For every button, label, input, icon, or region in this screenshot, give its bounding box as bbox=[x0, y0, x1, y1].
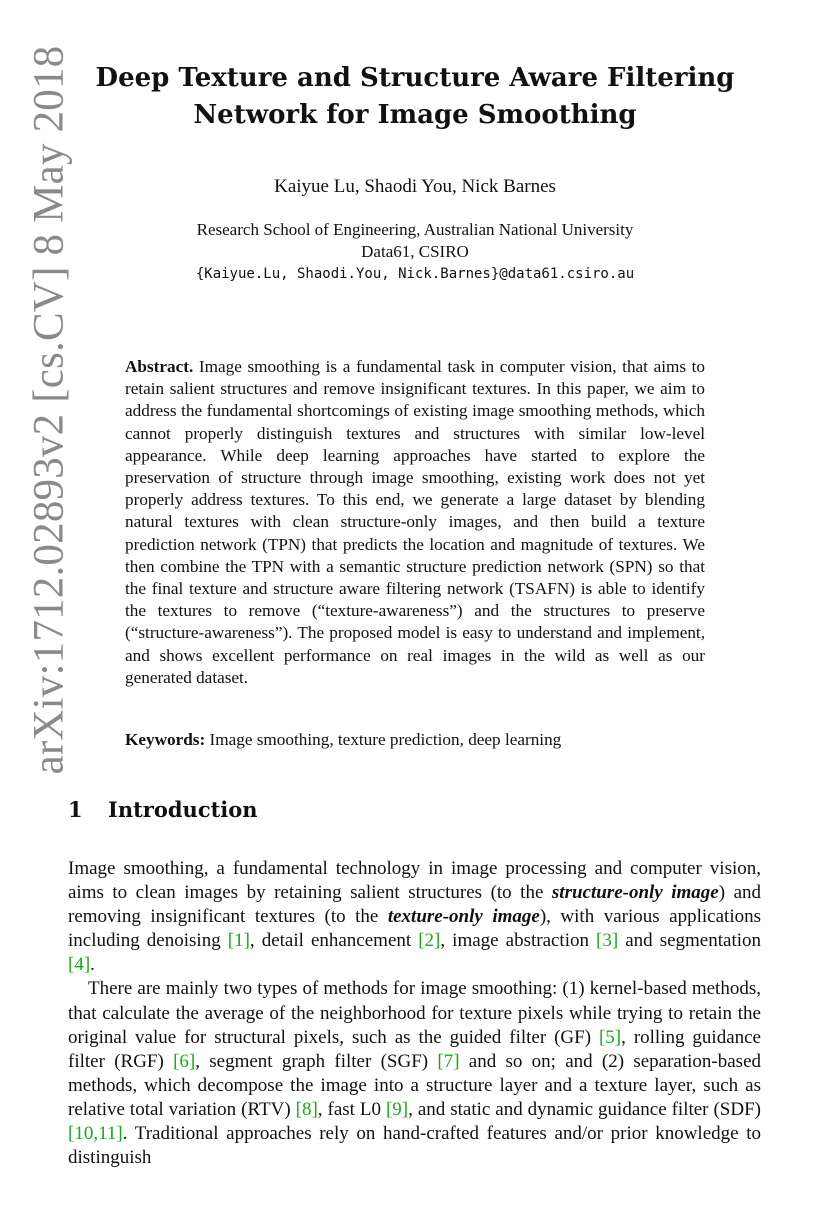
abstract-text: Image smoothing is a fundamental task in computer vision, that aims to retain salient structures and remove insignificant textures. In this paper, we aim to address the fundamental shortcomings of existing image smoothing methods, which cannot properly distinguish textures and structures with similar low-level appearance. While deep learning approaches have started to explore the preservation of structure through image smoothing, existing work does not yet properly address textures. To this end, we generate a large dataset by blending natural textures with clean structure-only images, and then build a texture prediction network (TPN) that predicts the location and magnitude of textures. We then combine the TPN with a semantic structure prediction network (SPN) so that the final texture and structure aware filtering network (TSAFN) is able to identify the textures to remove (“texture-awareness”) and the structures to preserve (“structure-awareness”). The proposed model is easy to understand and implement, and shows excellent performance on real images in the wild as well as our generated dataset. bbox=[125, 357, 706, 687]
citation-link[interactable]: [2] bbox=[418, 930, 441, 952]
text-run: There are mainly two types of methods for image smoothing: (1) kernel-based methods, that calculate the average of the neighborhood for texture pixels while trying to retain the original value for structural pixels, such as the guided filter (GF) bbox=[68, 978, 761, 1048]
citation-link[interactable]: [9] bbox=[385, 1098, 409, 1120]
author-list: Kaiyue Lu, Shaodi You, Nick Barnes bbox=[274, 176, 556, 197]
citation-link[interactable]: [6] bbox=[173, 1050, 196, 1072]
keywords-text: Image smoothing, texture prediction, deep learning bbox=[209, 730, 562, 749]
text-run: , image abstraction bbox=[440, 930, 597, 952]
text-run: , rolling guidance filter (RGF) bbox=[68, 1026, 761, 1072]
abstract-label: Abstract. bbox=[125, 357, 194, 376]
citation-link[interactable]: [7] bbox=[437, 1050, 460, 1072]
affiliation-line-2: Data61, CSIRO bbox=[361, 242, 469, 261]
citation-link[interactable]: [1] bbox=[227, 930, 250, 952]
text-run: . bbox=[90, 954, 95, 976]
paragraph bbox=[68, 857, 761, 977]
abstract bbox=[125, 356, 705, 689]
citation-link[interactable]: [8] bbox=[295, 1098, 318, 1120]
citation-link[interactable]: [5] bbox=[598, 1026, 622, 1048]
arxiv-identifier: arXiv:1712.02893v2 [cs.CV] 8 May 2018 bbox=[25, 45, 73, 775]
emphasis: structure-only image bbox=[551, 882, 719, 904]
text-run: ), with various applications including denoising bbox=[68, 906, 761, 952]
text-run: and so on; and (2) separation-based methods, which decompose the image into a structure layer and a texture layer, such as relative total variation (RTV) bbox=[68, 1050, 762, 1120]
section-number: 1 bbox=[68, 797, 83, 822]
text-run: , and static and dynamic guidance filter (SDF) bbox=[408, 1098, 761, 1120]
keywords bbox=[125, 730, 705, 750]
paragraph bbox=[68, 977, 761, 1170]
title-line-1: Deep Texture and Structure Aware Filtering bbox=[95, 63, 735, 93]
paper-title bbox=[90, 60, 740, 134]
emphasis: texture-only image bbox=[387, 906, 540, 928]
title-line-2: Network for Image Smoothing bbox=[193, 100, 637, 130]
text-run: , segment graph filter (SGF) bbox=[195, 1050, 438, 1072]
citation-link[interactable]: [4] bbox=[68, 954, 91, 976]
affiliation-line-1: Research School of Engineering, Australian National University bbox=[196, 220, 634, 239]
section-title: Introduction bbox=[108, 797, 258, 822]
text-run: . Traditional approaches rely on hand-crafted features and/or prior knowledge to distinguish bbox=[68, 1123, 761, 1169]
section-body bbox=[68, 857, 761, 1170]
text-run: , detail enhancement bbox=[249, 930, 419, 952]
citation-link[interactable]: [3] bbox=[596, 930, 619, 952]
text-run: Image smoothing, a fundamental technology in image processing and computer vision, aims to clean images by retaining salient structures (to the bbox=[68, 858, 761, 904]
affiliation bbox=[90, 219, 740, 285]
keywords-label: Keywords: bbox=[125, 730, 206, 749]
text-run: and segmentation bbox=[618, 930, 762, 952]
citation-link[interactable]: [10,11] bbox=[68, 1123, 123, 1145]
text-run: ) and removing insignificant textures (to the bbox=[68, 882, 761, 928]
author-emails: {Kaiyue.Lu, Shaodi.You, Nick.Barnes}@data61.csiro.au bbox=[195, 266, 635, 282]
section-heading bbox=[68, 797, 768, 822]
arxiv-sidebar bbox=[14, 45, 84, 775]
text-run: , fast L0 bbox=[317, 1098, 386, 1120]
